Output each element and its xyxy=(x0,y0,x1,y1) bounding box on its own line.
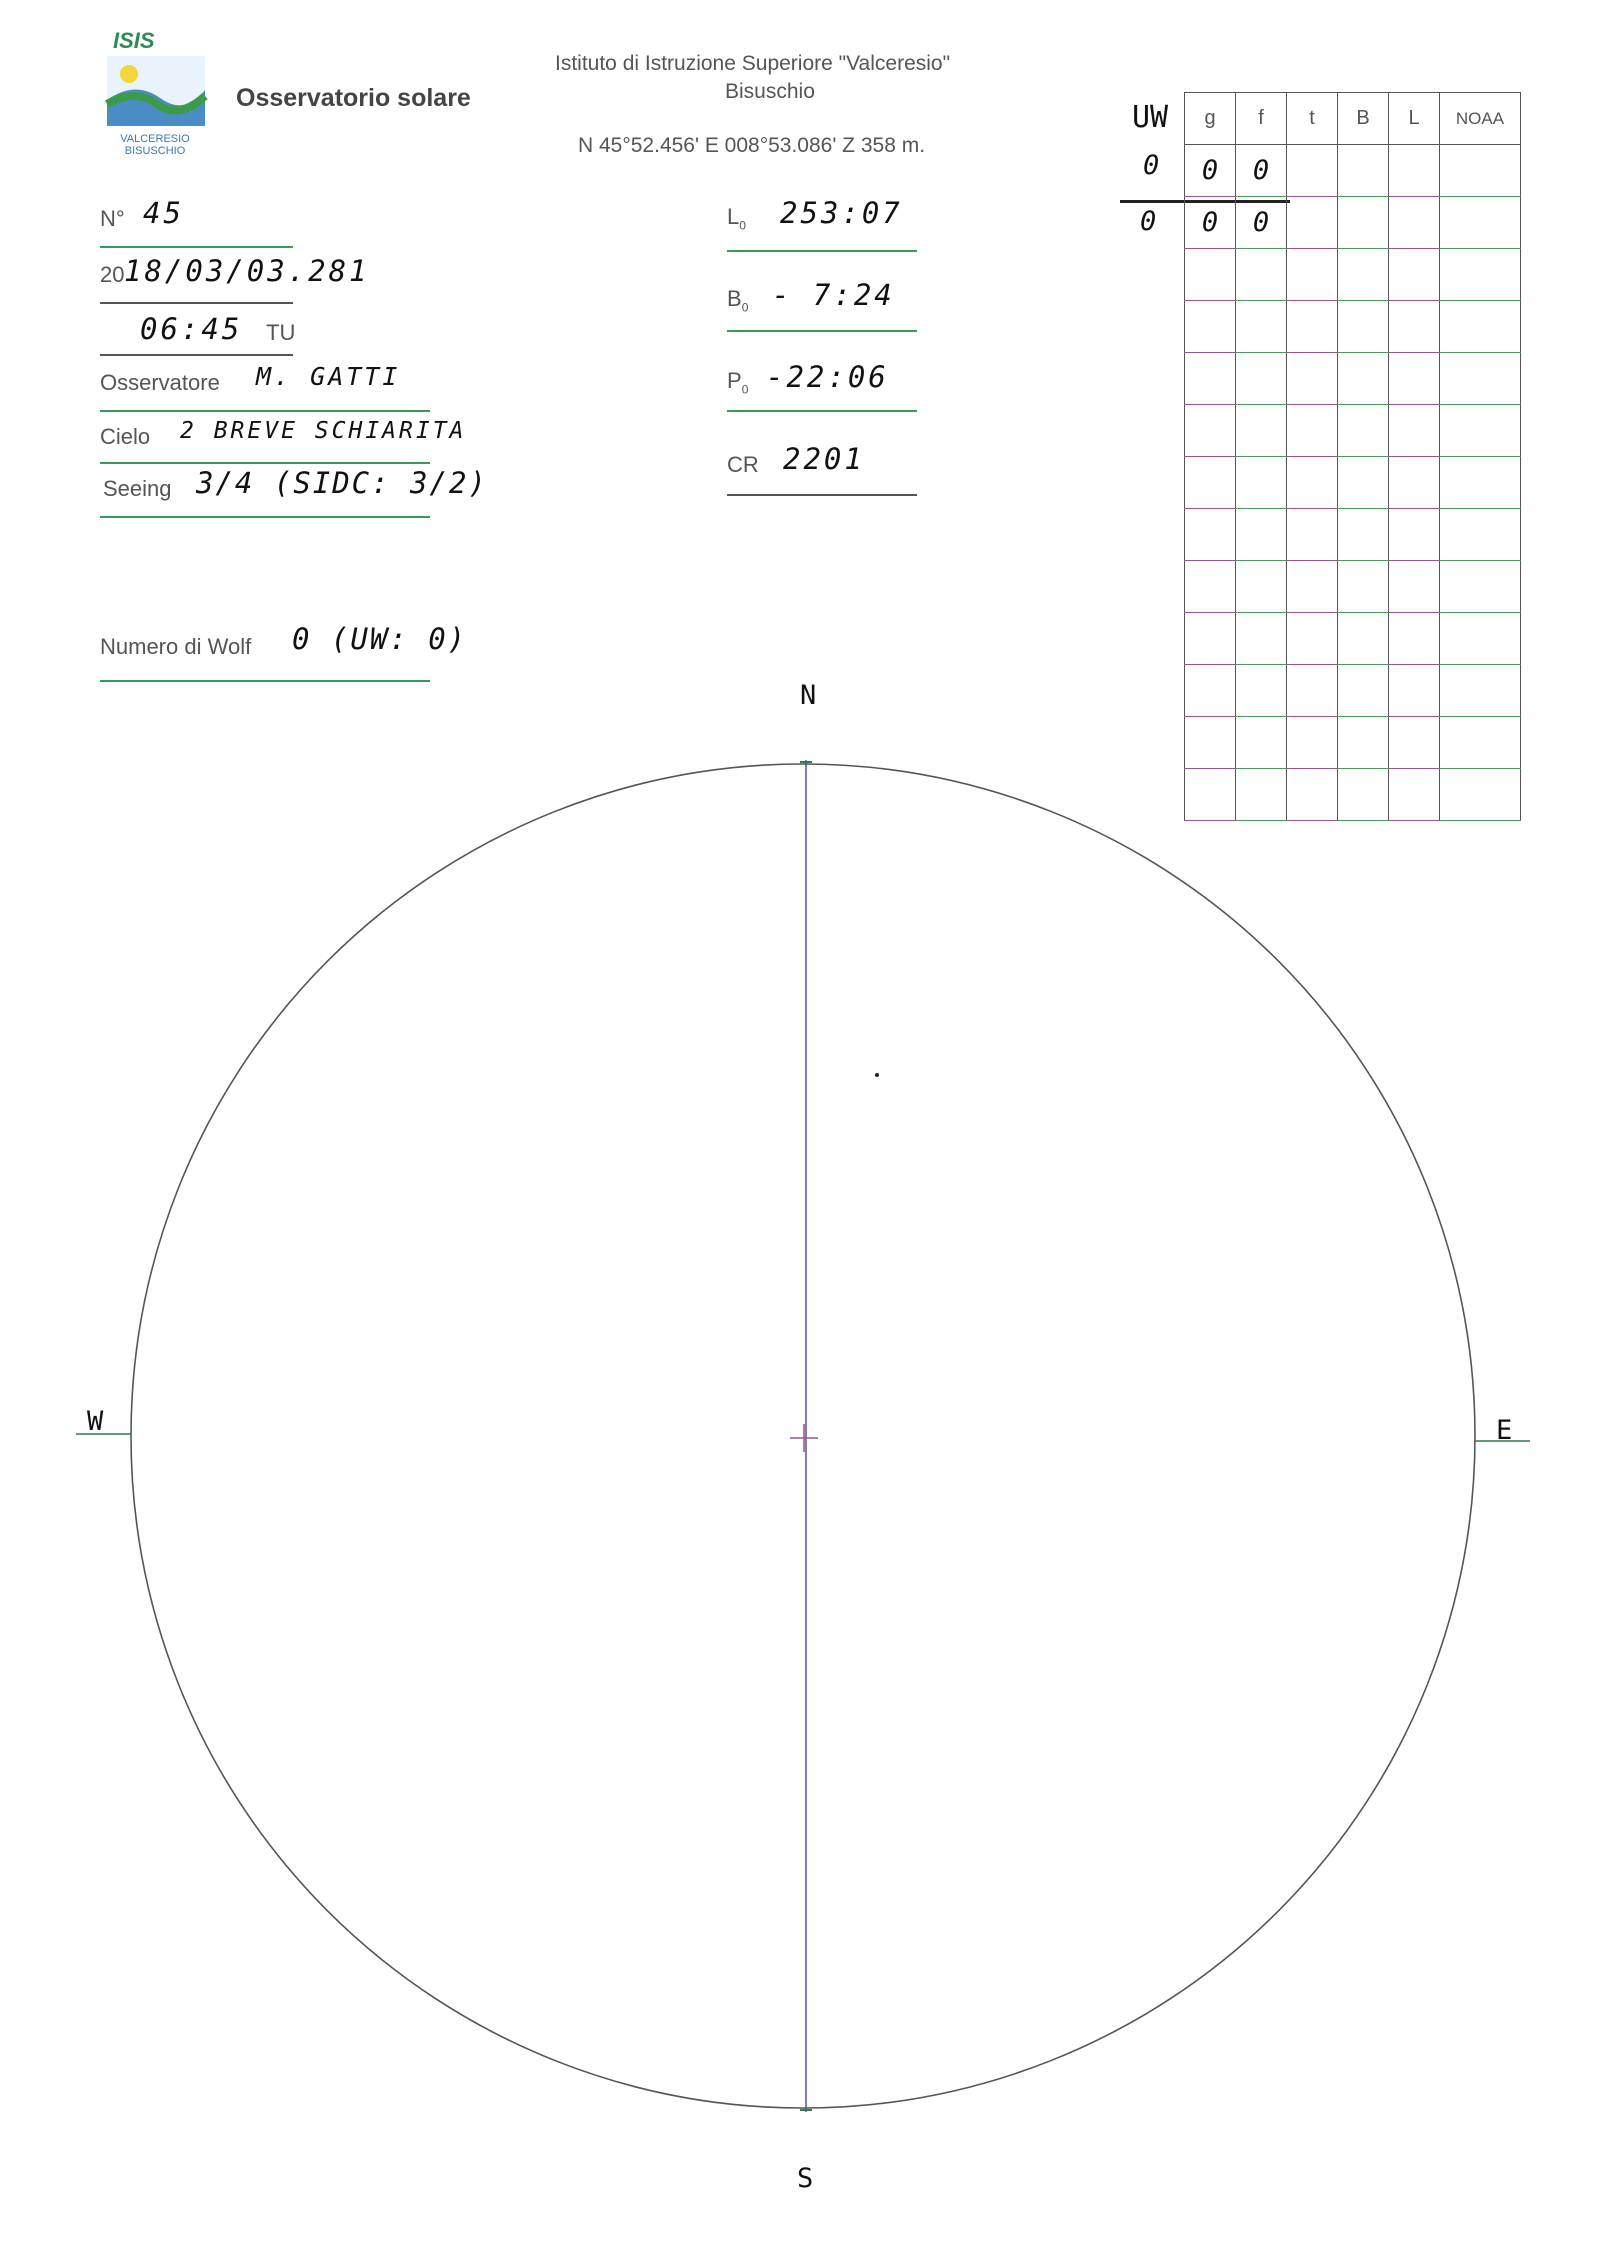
east-label: E xyxy=(1496,1415,1513,1446)
seeing-label: Seeing xyxy=(103,476,172,501)
header-b: B xyxy=(1338,93,1389,145)
south-label: S xyxy=(797,2163,814,2194)
logo-brand: ISIS xyxy=(113,30,155,53)
uw-row1-value: 0 xyxy=(1143,150,1163,181)
wolf-label: Numero di Wolf xyxy=(100,634,252,659)
p0-label: $P_0$ xyxy=(727,368,749,397)
north-label: N xyxy=(800,680,817,711)
b0-value: - 7:24 xyxy=(772,278,895,312)
header-t: t xyxy=(1287,93,1338,145)
time-unit: TU xyxy=(266,320,296,345)
header-l: L xyxy=(1389,93,1440,145)
observatory-coordinates: N 45°52.456' E 008°53.086' Z 358 m. xyxy=(578,134,926,157)
uw-row2-value: 0 xyxy=(1140,206,1160,237)
time-value: 06:45 xyxy=(140,312,243,346)
row2-g: 0 xyxy=(1185,197,1236,249)
wolf-value: 0 (UW: 0) xyxy=(292,622,468,656)
header-noaa: NOAA xyxy=(1440,93,1521,145)
date-value: 18/03/03.281 xyxy=(124,254,370,288)
cr-label: CR xyxy=(727,452,759,477)
date-prefix: 20 xyxy=(100,262,125,287)
uw-label: UW xyxy=(1132,100,1169,135)
l0-value: 253:07 xyxy=(780,196,903,230)
row1-f: 0 xyxy=(1236,145,1287,197)
seeing-value: 3/4 (SIDC: 3/2) xyxy=(196,466,488,500)
observer-value: M. GATTI xyxy=(256,362,401,391)
svg-text:BISUSCHIO: BISUSCHIO xyxy=(124,145,186,157)
number-label: N° xyxy=(100,206,125,231)
p0-value: -22:06 xyxy=(766,360,889,394)
svg-text:VALCERESIO: VALCERESIO xyxy=(120,133,190,145)
row1-g: 0 xyxy=(1185,145,1236,197)
row2-f: 0 xyxy=(1236,197,1287,249)
header-g: g xyxy=(1185,93,1236,145)
l0-label: $L_0$ xyxy=(727,204,746,233)
institute-name: Istituto di Istruzione Superiore "Valceresio" xyxy=(555,52,951,75)
speck xyxy=(875,1073,879,1077)
header-f: f xyxy=(1236,93,1287,145)
observer-label: Osservatore xyxy=(100,370,220,395)
number-value: 45 xyxy=(143,196,184,230)
b0-label: $B_0$ xyxy=(727,286,749,315)
cr-value: 2201 xyxy=(783,442,865,476)
institute-city: Bisuschio xyxy=(725,80,815,103)
observatory-title: Osservatorio solare xyxy=(236,84,471,112)
west-label: W xyxy=(87,1406,104,1437)
solar-disk-circle xyxy=(131,764,1475,2108)
sky-value: 2 BREVE SCHIARITA xyxy=(180,418,467,444)
sky-label: Cielo xyxy=(100,424,151,449)
